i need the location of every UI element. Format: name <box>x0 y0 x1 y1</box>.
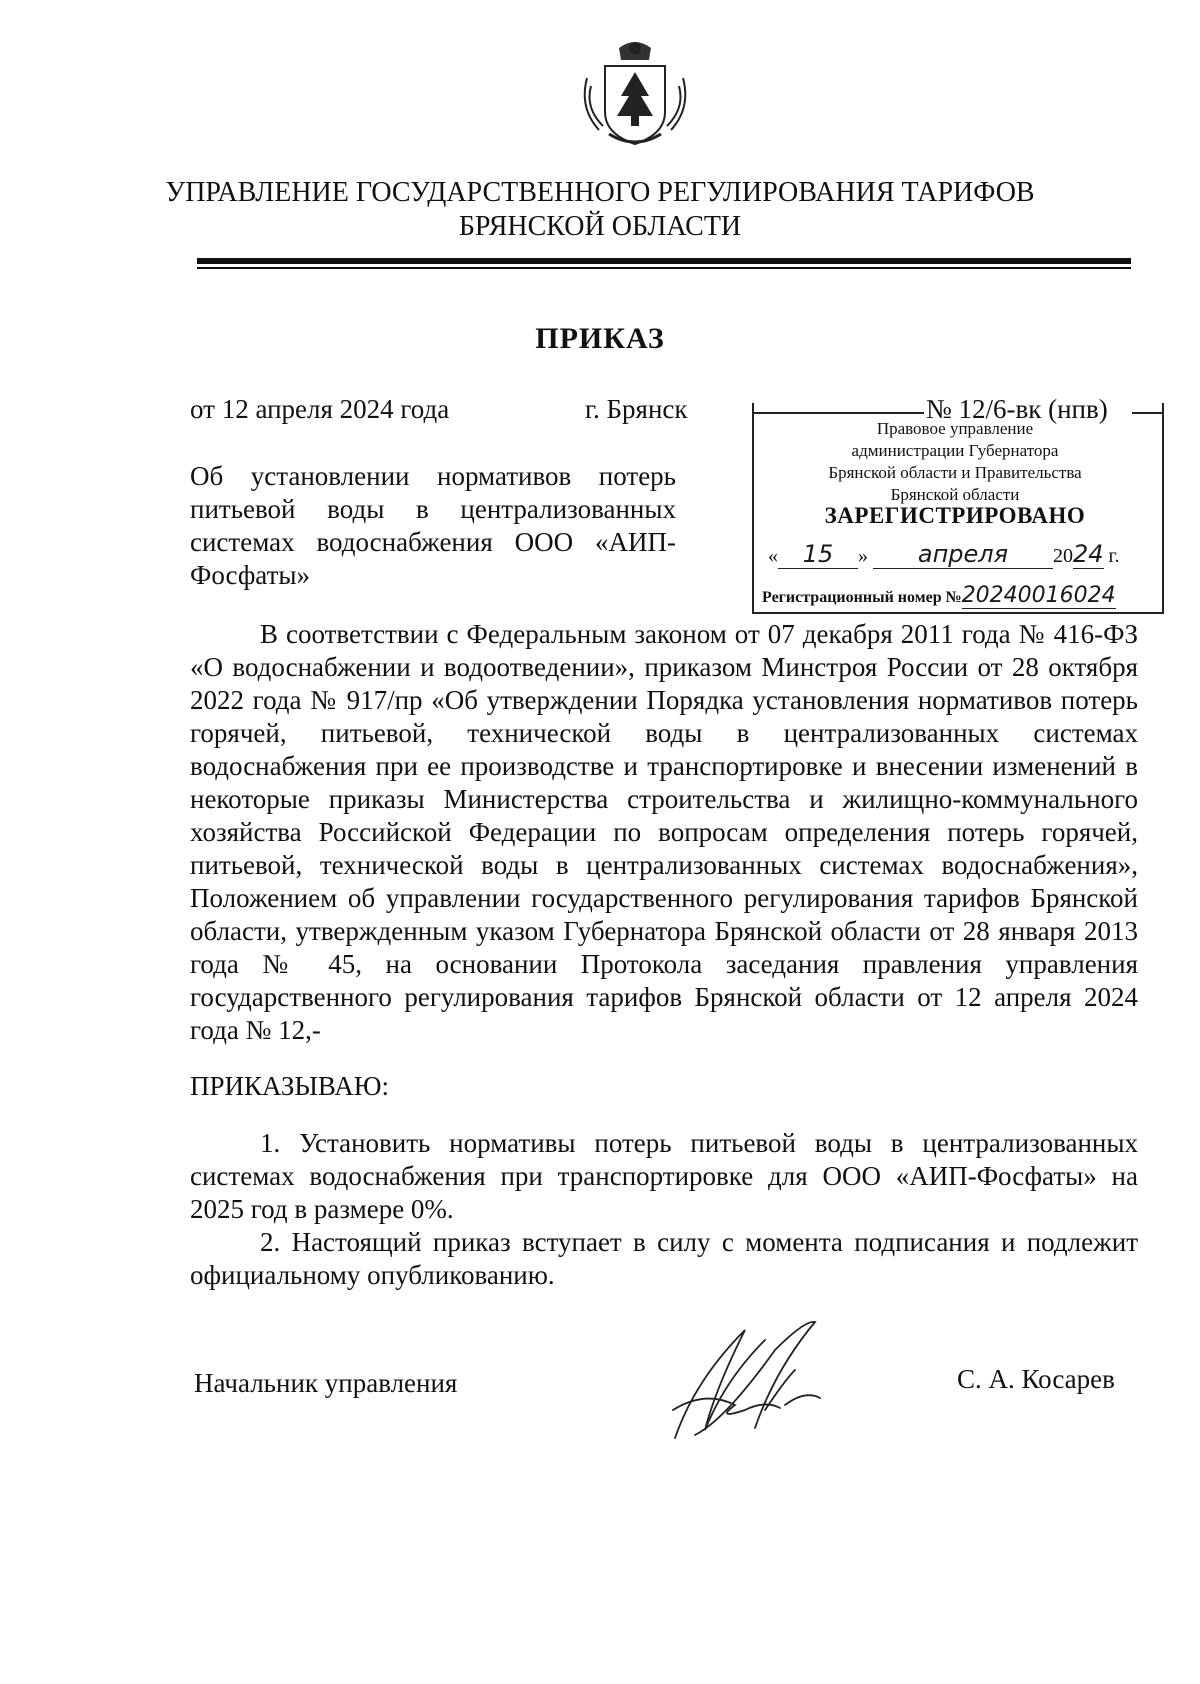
document-subject: Об установлении нормативов потерь питьевой воды в централизованных системах водоснабжения ООО «АИП-Фосфаты» <box>190 461 676 590</box>
stamp-line-2: администрации Губернатора <box>851 441 1059 460</box>
document-title: ПРИКАЗ <box>535 322 665 355</box>
header-divider-thin <box>197 267 1131 269</box>
stamp-date-row <box>768 540 1158 570</box>
order-word: ПРИКАЗЫВАЮ: <box>190 1071 389 1101</box>
handwritten-signature <box>655 1310 875 1450</box>
header-divider-thick <box>197 258 1131 264</box>
document-date: от 12 апреля 2024 года <box>190 394 450 424</box>
stamp-line-1: Правовое управление <box>876 419 1034 438</box>
stamp-line-4: Брянской области <box>890 485 1020 504</box>
stamp-quote-open: « <box>768 545 778 567</box>
coat-of-arms-icon <box>575 38 695 150</box>
stamp-top-border-left <box>752 412 924 414</box>
stamp-regnum-value: 20240016024 <box>961 583 1116 608</box>
stamp-year-prefix: 20 <box>1053 545 1073 567</box>
stamp-registration-number <box>762 583 1116 609</box>
signer-name: С. А. Косарев <box>957 1364 1115 1394</box>
stamp-day: 15 <box>778 540 858 569</box>
stamp-regnum-label: Регистрационный номер № <box>762 589 962 606</box>
document-city: г. Брянск <box>585 394 688 424</box>
stamp-top-border-right <box>1132 412 1162 414</box>
signer-position: Начальник управления <box>194 1368 458 1398</box>
organization-name-line1: УПРАВЛЕНИЕ ГОСУДАРСТВЕННОГО РЕГУЛИРОВАНИЯ ТАРИФОВ <box>165 177 1035 208</box>
order-item-1: 1. Установить нормативы потерь питьевой воды в централизованных системах водоснабжения при транспортировке для ООО «АИП-Фосфаты» на 2025 год в размере 0%. <box>190 1128 1138 1224</box>
stamp-month: апреля <box>873 540 1053 569</box>
stamp-year-unit: г. <box>1108 545 1120 567</box>
organization-name-line2: БРЯНСКОЙ ОБЛАСТИ <box>458 211 742 242</box>
stamp-year-suffix: 24 <box>1073 540 1104 568</box>
stamp-registered-label: ЗАРЕГИСТРИРОВАНО <box>824 503 1086 528</box>
preamble-paragraph: В соответствии с Федеральным законом от 07 декабря 2011 года № 416-ФЗ «О водоснабжении и водоотведении», приказом Минстроя России от 28 октября 2022 года № 917/пр «Об утверждении Порядка установления нормативов потерь горячей, питьевой, технической воды в централизованных системах водоснабжения при ее производстве и транспортировке и внесении изменений в некоторые приказы Министерства строительства и жилищно-коммунального хозяйства Российской Федерации по вопросам определения потерь горячей, питьевой, технической воды в централизованных системах водоснабжения», Положением об управлении государственного регулирования тарифов Брянской области, утвержденным указом Губернатора Брянской области от 28 января 2013 года № 45, на основании Протокола заседания правления управления государственного регулирования тарифов Брянской области от 12 апреля 2024 года № 12,- <box>190 619 1138 1045</box>
stamp-quote-close: » <box>858 545 868 567</box>
order-item-2: 2. Настоящий приказ вступает в силу с момента подписания и подлежит официальному опубликованию. <box>190 1227 1138 1290</box>
order-number: № 12/6-вк (нпв) <box>926 394 1108 424</box>
stamp-line-3: Брянской области и Правительства <box>828 463 1082 482</box>
